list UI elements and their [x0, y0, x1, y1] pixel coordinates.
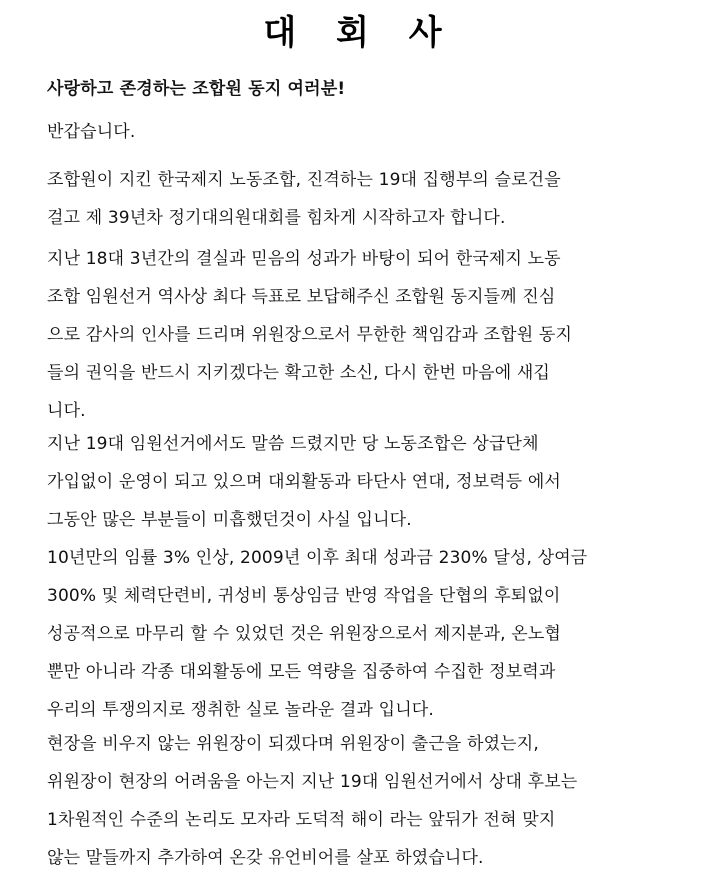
paragraph-line: 들의 권익을 반드시 지키겠다는 확고한 소신, 다시 한번 마음에 새깁 — [47, 363, 550, 383]
paragraph-4 — [47, 425, 561, 539]
paragraph-line: 지난 18대 3년간의 결실과 믿음의 성과가 바탕이 되어 한국제지 노동 — [47, 249, 561, 269]
paragraph-line: 10년만의 임률 3% 인상, 2009년 이후 최대 성과금 230% 달성, 상여금 — [47, 548, 588, 568]
paragraph-line: 조합 임원선거 역사상 최다 득표로 보답해주신 조합원 동지들께 진심 — [47, 287, 556, 307]
paragraph-line: 지난 19대 임원선거에서도 말씀 드렸지만 당 노동조합은 상급단체 — [47, 434, 539, 454]
paragraph-line: 성공적으로 마무리 할 수 있었던 것은 위원장으로서 제지분과, 온노협 — [47, 624, 561, 644]
paragraph-line: 1차원적인 수준의 논리도 모자라 도덕적 해이 라는 앞뒤가 전혀 맞지 — [47, 810, 556, 830]
paragraph-line: 걸고 제 39년차 정기대의원대회를 힘차게 시작하고자 합니다. — [47, 208, 506, 228]
paragraph-line: 현장을 비우지 않는 위원장이 되겠다며 위원장이 출근을 하였는지, — [47, 734, 539, 754]
paragraph-line: 우리의 투쟁의지로 쟁취한 실로 놀라운 결과 입니다. — [47, 700, 434, 720]
paragraph-6 — [47, 725, 577, 877]
paragraph-3 — [47, 240, 572, 430]
paragraph-5 — [47, 539, 587, 729]
paragraph-line: 가입없이 운영이 되고 있으며 대외활동과 타단사 연대, 정보력등 에서 — [47, 472, 561, 492]
paragraph-line: 조합원이 지킨 한국제지 노동조합, 진격하는 19대 집행부의 슬로건을 — [47, 170, 561, 190]
paragraph-line: 그동안 많은 부분들이 미흡했던것이 사실 입니다. — [47, 510, 412, 530]
paragraph-line: 반갑습니다. — [47, 122, 136, 142]
paragraph-line: 않는 말들까지 추가하여 온갖 유언비어를 살포 하였습니다. — [47, 848, 484, 868]
paragraph-line: 뿐만 아니라 각종 대외활동에 모든 역량을 집중하여 수집한 정보력과 — [47, 662, 556, 682]
paragraph-1 — [47, 113, 135, 151]
paragraph-line: 니다. — [47, 401, 86, 421]
paragraph-line: 위원장이 현장의 어려움을 아는지 지난 19대 임원선거에서 상대 후보는 — [47, 772, 578, 792]
paragraph-line: 300% 및 체력단련비, 귀성비 통상임금 반영 작업을 단협의 후퇴없이 — [47, 586, 561, 606]
greeting-heading: 사랑하고 존경하는 조합원 동지 여러분! — [47, 79, 346, 99]
paragraph-line: 으로 감사의 인사를 드리며 위원장으로서 무한한 책임감과 조합원 동지 — [47, 325, 573, 345]
document-title: 대 회 사 — [263, 13, 456, 53]
paragraph-2 — [47, 161, 561, 237]
